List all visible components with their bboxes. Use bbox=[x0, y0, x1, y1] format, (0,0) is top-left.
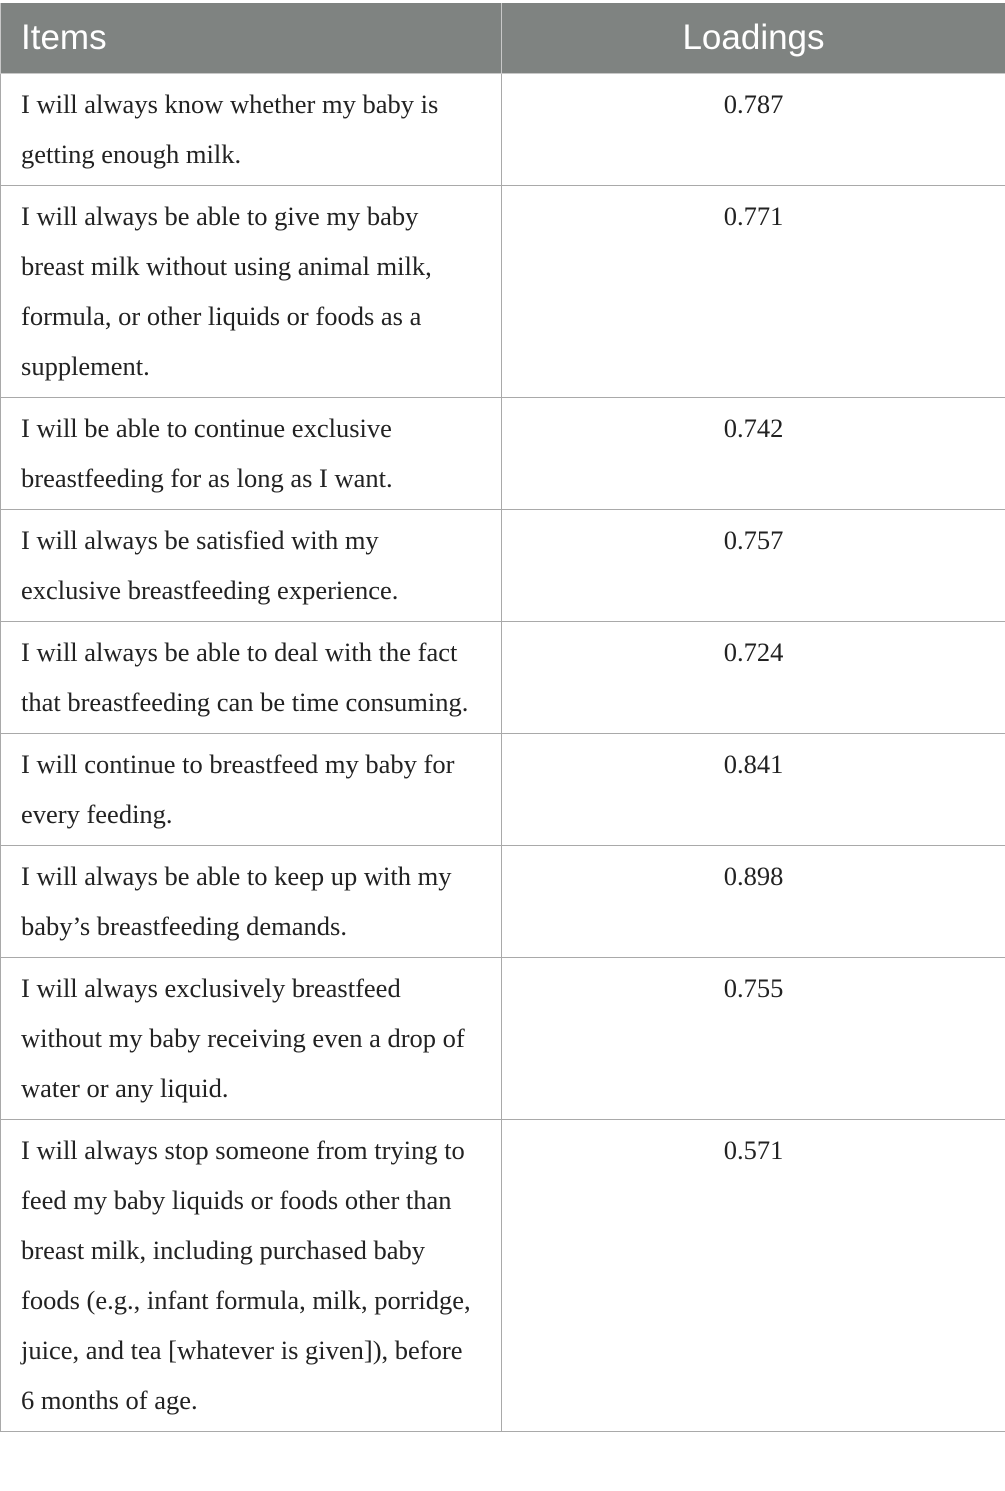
item-cell: I will always exclusively breastfeed without my baby receiving even a drop of water or any liquid. bbox=[1, 958, 502, 1120]
loading-cell: 0.898 bbox=[502, 846, 1005, 958]
item-cell: I will always be able to deal with the fact that breastfeeding can be time consuming. bbox=[1, 622, 502, 734]
item-cell: I will always be able to keep up with my baby’s breastfeeding demands. bbox=[1, 846, 502, 958]
table-row bbox=[1, 958, 1005, 1120]
table-row bbox=[1, 846, 1005, 958]
table-row bbox=[1, 510, 1005, 622]
loading-cell: 0.742 bbox=[502, 398, 1005, 510]
loading-cell: 0.755 bbox=[502, 958, 1005, 1120]
table-row bbox=[1, 398, 1005, 510]
table-row bbox=[1, 622, 1005, 734]
table-row bbox=[1, 74, 1005, 186]
item-cell: I will always be satisfied with my exclusive breastfeeding experience. bbox=[1, 510, 502, 622]
loading-cell: 0.841 bbox=[502, 734, 1005, 846]
table-row bbox=[1, 186, 1005, 398]
loading-cell: 0.787 bbox=[502, 74, 1005, 186]
loadings-table bbox=[0, 3, 1005, 1432]
item-cell: I will always stop someone from trying to feed my baby liquids or foods other than breast milk, including purchased baby foods (e.g., infant formula, milk, porridge, juice, and tea [whatever is given]), before 6 months of age. bbox=[1, 1120, 502, 1432]
loading-cell: 0.724 bbox=[502, 622, 1005, 734]
loading-cell: 0.771 bbox=[502, 186, 1005, 398]
table-row bbox=[1, 734, 1005, 846]
header-row bbox=[1, 3, 1005, 74]
loading-cell: 0.757 bbox=[502, 510, 1005, 622]
item-cell: I will always be able to give my baby breast milk without using animal milk, formula, or other liquids or foods as a supplement. bbox=[1, 186, 502, 398]
header-loadings: Loadings bbox=[502, 3, 1005, 74]
table-row bbox=[1, 1120, 1005, 1432]
header-items: Items bbox=[1, 3, 502, 74]
item-cell: I will always know whether my baby is getting enough milk. bbox=[1, 74, 502, 186]
item-cell: I will be able to continue exclusive breastfeeding for as long as I want. bbox=[1, 398, 502, 510]
loading-cell: 0.571 bbox=[502, 1120, 1005, 1432]
item-cell: I will continue to breastfeed my baby for every feeding. bbox=[1, 734, 502, 846]
